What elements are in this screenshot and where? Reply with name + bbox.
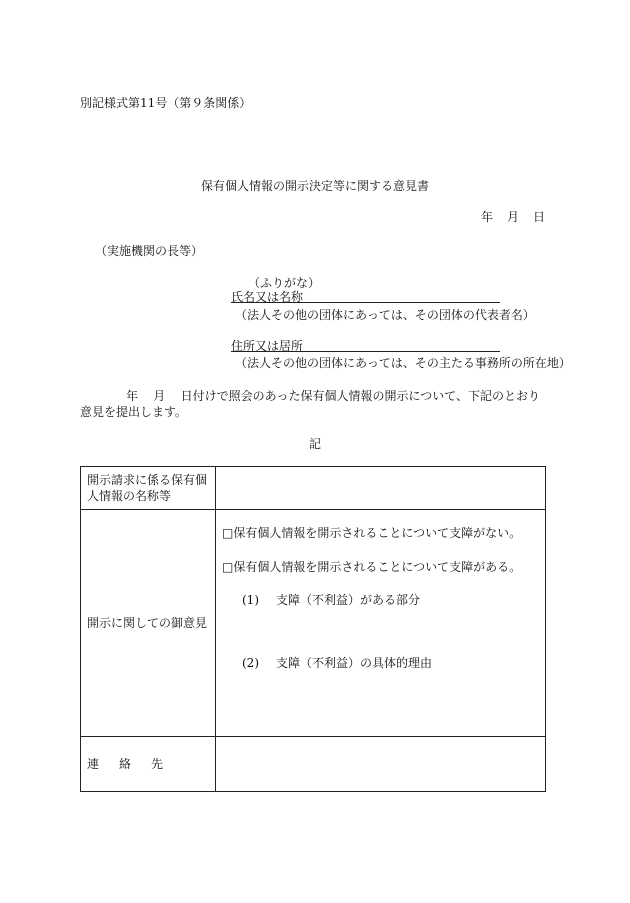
option-no-issue[interactable]: □保有個人情報を開示されることについて支障がない。 bbox=[222, 526, 522, 540]
sub-item-1 bbox=[242, 593, 420, 607]
sub-item-1-number: (1) bbox=[242, 593, 259, 607]
opinion-label-cell bbox=[81, 510, 216, 737]
furigana-label: （ふりがな） bbox=[248, 276, 321, 290]
sub-item-2 bbox=[242, 656, 432, 670]
contact-input-cell[interactable] bbox=[216, 737, 546, 792]
document-title: 保有個人情報の開示決定等に関する意見書 bbox=[200, 179, 429, 193]
opinion-table bbox=[80, 466, 546, 792]
sub-item-2-text: 支障（不利益）の具体的理由 bbox=[276, 656, 433, 670]
body-paragraph bbox=[80, 388, 550, 420]
address-underline bbox=[231, 351, 500, 352]
addressee: （実施機関の長等） bbox=[95, 244, 204, 258]
info-name-label-cell bbox=[81, 467, 216, 510]
body-text: 日付けで照会のあった保有個人情報の開示について、下記のとおり意見を提出します。 bbox=[80, 389, 540, 419]
record-heading: 記 bbox=[308, 437, 321, 451]
info-name-label: 開示請求に係る保有個人情報の名称等 bbox=[87, 473, 208, 503]
contact-char-1: 連 bbox=[87, 756, 100, 771]
address-note: （法人その他の団体にあっては、その主たる事務所の所在地） bbox=[235, 356, 571, 370]
table-row bbox=[81, 510, 546, 737]
table-row bbox=[81, 467, 546, 510]
sub-item-2-number: (2) bbox=[242, 656, 259, 670]
name-note: （法人その他の団体にあっては、その団体の代表者名） bbox=[235, 308, 535, 322]
date-line bbox=[481, 210, 545, 224]
table-row bbox=[81, 737, 546, 792]
sub-item-1-text: 支障（不利益）がある部分 bbox=[276, 593, 421, 607]
address-label: 住所又は居所 bbox=[231, 339, 304, 353]
date-day: 日 bbox=[533, 210, 546, 224]
date-year: 年 bbox=[481, 210, 494, 224]
form-number: 別記様式第11号（第９条関係） bbox=[80, 96, 252, 110]
contact-char-3: 先 bbox=[151, 756, 164, 771]
name-underline bbox=[231, 302, 500, 303]
contact-label-cell bbox=[81, 737, 216, 792]
info-name-input-cell[interactable] bbox=[216, 467, 546, 510]
name-label: 氏名又は名称 bbox=[231, 290, 304, 304]
date-month: 月 bbox=[507, 210, 520, 224]
option-issue[interactable]: □保有個人情報を開示されることについて支障がある。 bbox=[222, 560, 522, 574]
opinion-cell bbox=[216, 510, 546, 737]
opinion-label: 開示に関しての御意見 bbox=[87, 615, 208, 630]
body-month: 月 bbox=[153, 389, 166, 403]
body-year: 年 bbox=[126, 389, 139, 403]
contact-char-2: 絡 bbox=[119, 756, 132, 771]
